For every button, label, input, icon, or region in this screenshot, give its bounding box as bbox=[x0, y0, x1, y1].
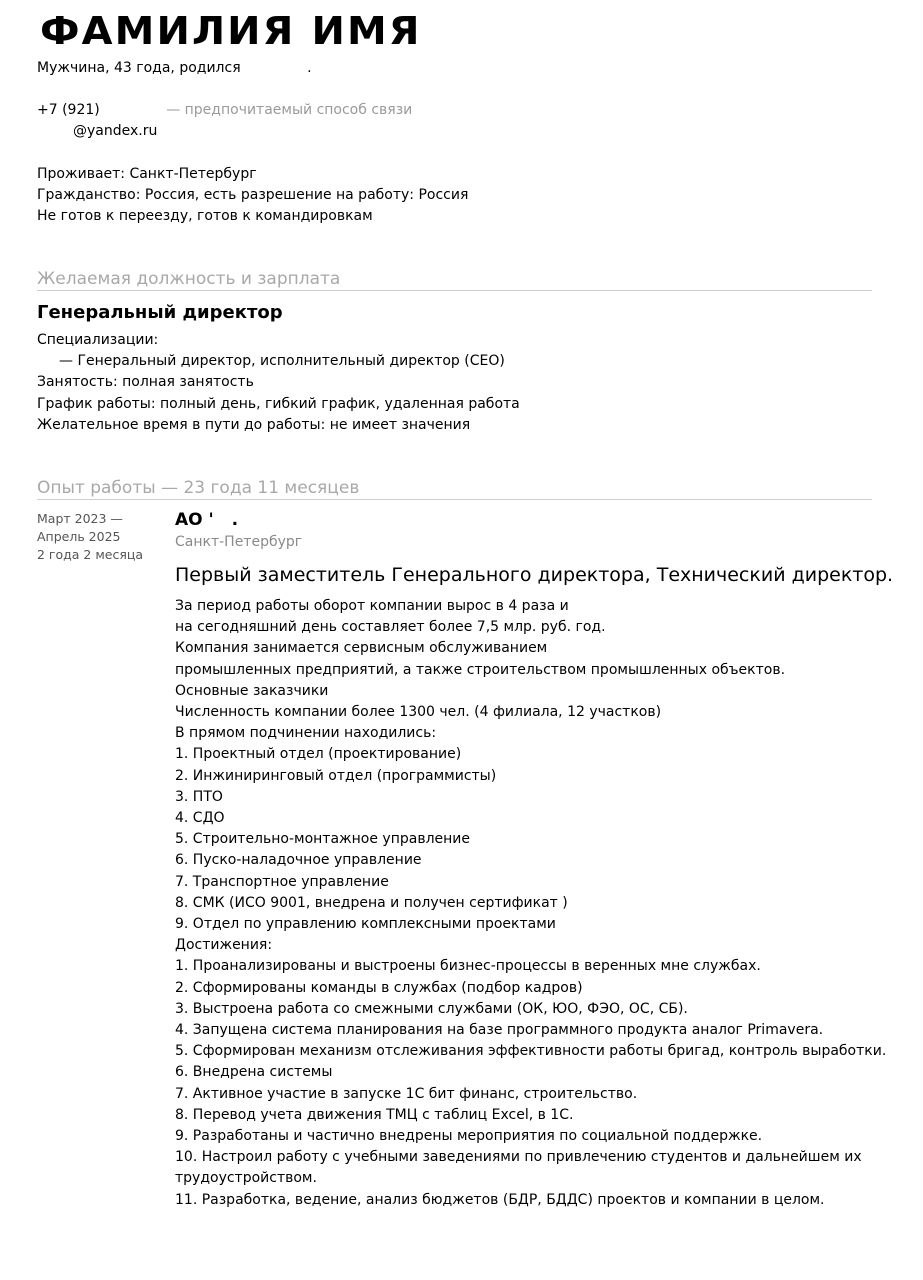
job-description-line: 3. ПТО bbox=[175, 788, 223, 805]
personal-info-text: Мужчина, 43 года, родился bbox=[37, 60, 241, 76]
job-description-line: 5. Сформирован механизм отслеживания эффективности работы бригад, контроль выработки. bbox=[175, 1043, 887, 1060]
job-description-line: 10. Настроил работу с учебными заведениями по привлечению студентов и дальнейшем их bbox=[175, 1149, 862, 1166]
phone-line bbox=[37, 100, 412, 120]
employment-type: Занятость: полная занятость bbox=[37, 374, 254, 390]
job-description-line: Компания занимается сервисным обслуживанием bbox=[175, 640, 548, 657]
desired-position: Генеральный директор bbox=[37, 302, 283, 323]
job-description-line: 8. СМК (ИСО 9001, внедрена и получен сертификат ) bbox=[175, 894, 568, 911]
job-title: Первый заместитель Генерального директора, Технический директор. bbox=[175, 564, 894, 586]
desired-section-divider bbox=[37, 290, 872, 291]
job-description-line: 6. Внедрена системы bbox=[175, 1064, 333, 1081]
phone-note: — предпочитаемый способ связи bbox=[166, 102, 413, 118]
citizenship: Гражданство: Россия, есть разрешение на работу: Россия bbox=[37, 187, 469, 203]
job-description-line: За период работы оборот компании вырос в 4 раза и bbox=[175, 598, 569, 614]
job-duration: 2 года 2 месяца bbox=[37, 547, 144, 562]
job-description-line: промышленных предприятий, а также строительством промышленных объектов. bbox=[175, 661, 786, 678]
job-description-line: трудоустройством. bbox=[175, 1170, 317, 1187]
experience-section-title: Опыт работы — 23 года 11 месяцев bbox=[37, 478, 360, 498]
job-description-line: Основные заказчики bbox=[175, 682, 329, 699]
job-description bbox=[175, 596, 887, 1211]
residence: Проживает: Санкт-Петербург bbox=[37, 166, 257, 182]
specializations-label: Специализации: bbox=[37, 332, 159, 348]
company-city: Санкт-Петербург bbox=[175, 534, 303, 550]
job-period-end: Апрель 2025 bbox=[37, 529, 121, 544]
email-address[interactable]: @yandex.ru bbox=[73, 123, 158, 139]
job-description-line: 4. СДО bbox=[175, 810, 225, 827]
job-description-line: на сегодняшний день составляет более 7,5 млр. руб. год. bbox=[175, 619, 606, 636]
job-description-line: 7. Активное участие в запуске 1С бит финанс, строительство. bbox=[175, 1085, 638, 1102]
job-description-line: 6. Пуско-наладочное управление bbox=[175, 852, 422, 869]
job-description-line: 9. Разработаны и частично внедрены мероприятия по социальной поддержке. bbox=[175, 1128, 763, 1145]
job-description-line: 1. Проанализированы и выстроены бизнес-процессы в веренных мне службах. bbox=[175, 958, 761, 975]
specialization-item: — Генеральный директор, исполнительный директор (CEO) bbox=[59, 353, 505, 369]
phone-number[interactable]: +7 (921) bbox=[37, 102, 100, 118]
personal-info-tail: . bbox=[307, 60, 312, 76]
job-description-line: 3. Выстроена работа со смежными службами (ОК, ЮО, ФЭО, ОС, СБ). bbox=[175, 1000, 688, 1017]
job-description-line: Численность компании более 1300 чел. (4 филиала, 12 участков) bbox=[175, 704, 662, 721]
job-description-line: 2. Инжиниринговый отдел (программисты) bbox=[175, 767, 497, 784]
job-description-line: 4. Запущена система планирования на базе программного продукта аналог Primavera. bbox=[175, 1022, 824, 1039]
desired-section-title: Желаемая должность и зарплата bbox=[37, 269, 341, 289]
job-description-line: 5. Строительно-монтажное управление bbox=[175, 831, 471, 848]
job-description-line: 7. Транспортное управление bbox=[175, 873, 389, 890]
job-description-line: Достижения: bbox=[175, 937, 273, 954]
job-description-line: В прямом подчинении находились: bbox=[175, 725, 437, 742]
candidate-name: ФАМИЛИЯ ИМЯ bbox=[40, 9, 422, 53]
job-description-line: 1. Проектный отдел (проектирование) bbox=[175, 746, 462, 763]
job-description-line: 9. Отдел по управлению комплексными проектами bbox=[175, 916, 556, 933]
job-description-line: 2. Сформированы команды в службах (подбор кадров) bbox=[175, 979, 583, 996]
work-schedule: График работы: полный день, гибкий график, удаленная работа bbox=[37, 396, 520, 412]
job-description-line: 11. Разработка, ведение, анализ бюджетов (БДР, БДДС) проектов и компании в целом. bbox=[175, 1191, 825, 1208]
personal-info bbox=[37, 58, 312, 78]
company-name bbox=[175, 509, 238, 531]
relocation: Не готов к переезду, готов к командировкам bbox=[37, 208, 373, 224]
experience-section-divider bbox=[37, 499, 872, 500]
commute-time: Желательное время в пути до работы: не имеет значения bbox=[37, 417, 471, 433]
company-name-tail: . bbox=[231, 510, 239, 530]
job-description-line: 8. Перевод учета движения ТМЦ с таблиц Excel, в 1С. bbox=[175, 1106, 574, 1123]
job-period-start: Март 2023 — bbox=[37, 511, 123, 526]
company-name-text: АО ' bbox=[175, 510, 214, 530]
